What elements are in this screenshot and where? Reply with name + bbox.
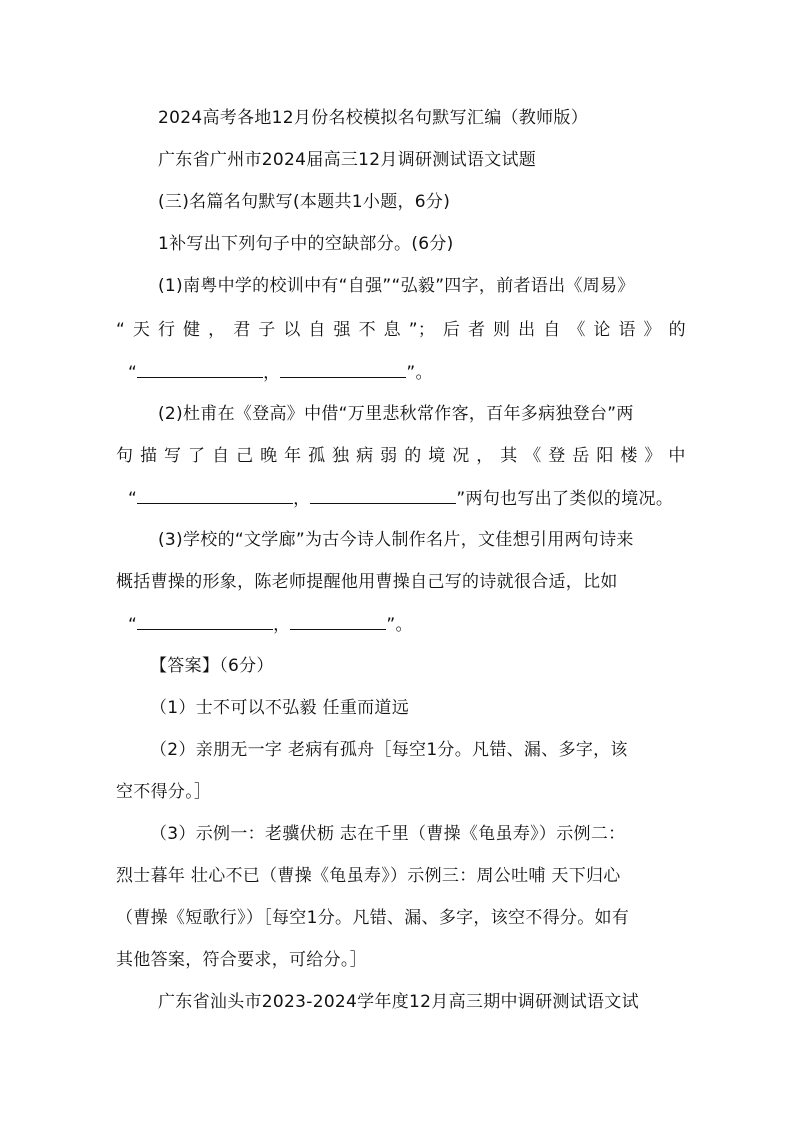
item1-line1: (1)南粤中学的校训中有“自强”“弘毅”四字，前者语出《周易》 xyxy=(158,276,635,296)
text-char: 息 xyxy=(383,320,401,340)
text-char: 自 xyxy=(212,446,230,466)
item1-line3 xyxy=(128,360,433,385)
answer-blank[interactable] xyxy=(310,486,456,504)
text-char: 出 xyxy=(518,320,536,340)
answer-3-line3: （曹操《短歌行》）［每空1分。凡错、漏、多字，该空不得分。如有 xyxy=(116,908,630,928)
answer-1: （1）士不可以不弘毅 任重而道远 xyxy=(150,698,410,718)
text-char: “ xyxy=(116,320,126,340)
close-quote: ”。 xyxy=(386,615,413,635)
close-text: ”两句也写出了类似的境况。 xyxy=(456,489,674,509)
item3-line2: 概括曹操的形象，陈老师提醒他用曹操自己写的诗就很合适，比如 xyxy=(116,572,618,592)
text-char: 则 xyxy=(493,320,511,340)
text-char: 中 xyxy=(668,446,686,466)
text-char: 不 xyxy=(358,320,376,340)
item1-line2 xyxy=(116,318,686,342)
text-char: 语 xyxy=(618,320,636,340)
text-char: 的 xyxy=(404,446,422,466)
open-quote: “ xyxy=(128,615,138,635)
open-quote: “ xyxy=(128,363,138,383)
text-char: 后 xyxy=(442,320,461,340)
text-char: 自 xyxy=(543,320,561,340)
comma: ， xyxy=(273,615,291,635)
text-char: 描 xyxy=(140,446,158,466)
text-char: 弱 xyxy=(380,446,398,466)
text-char: 的 xyxy=(668,320,686,340)
text-char: 岳 xyxy=(572,446,590,466)
text-char: 《 xyxy=(568,320,586,340)
text-char: 《 xyxy=(524,446,542,466)
question-prompt: 1补写出下列句子中的空缺部分。(6分) xyxy=(158,234,454,254)
text-char: 论 xyxy=(593,320,611,340)
text-char: 了 xyxy=(188,446,206,466)
text-char: 句 xyxy=(116,446,134,466)
text-char: 独 xyxy=(332,446,350,466)
answer-3-line1: （3）示例一：老骥伏枥 志在千里（曹操《龟虽寿》）示例二： xyxy=(150,824,626,844)
document-title: 2024高考各地12月份名校模拟名句默写汇编（教师版） xyxy=(158,108,588,128)
text-char: 登 xyxy=(548,446,566,466)
text-char: 楼 xyxy=(620,446,638,466)
answer-2-line1: （2）亲朋无一字 老病有孤舟［每空1分。凡错、漏、多字，该 xyxy=(150,740,628,760)
comma: ， xyxy=(263,363,281,383)
text-char: 行 xyxy=(157,320,176,340)
text-char: ， xyxy=(476,446,494,466)
part-heading: (三)名篇名句默写(本题共1小题，6分) xyxy=(158,192,451,212)
answer-2-line2: 空不得分。］ xyxy=(116,782,212,802)
item3-line1: (3)学校的“文学廊”为古今诗人制作名片，文佳想引用两句诗来 xyxy=(158,530,634,550)
text-char: 强 xyxy=(333,320,351,340)
text-char: 》 xyxy=(644,446,662,466)
comma: ， xyxy=(293,489,311,509)
answer-blank[interactable] xyxy=(137,486,293,504)
item2-line2 xyxy=(116,444,686,468)
text-char: ”； xyxy=(408,320,436,340)
text-char: 晚 xyxy=(260,446,278,466)
answer-blank[interactable] xyxy=(290,612,386,630)
text-char: 病 xyxy=(356,446,374,466)
text-char: 孤 xyxy=(308,446,326,466)
text-char: 天 xyxy=(132,320,151,340)
text-char: 写 xyxy=(164,446,182,466)
answer-blank[interactable] xyxy=(137,612,273,630)
answer-blank[interactable] xyxy=(280,360,406,378)
text-char: 君 xyxy=(233,320,251,340)
text-char: 者 xyxy=(468,320,486,340)
text-char: 况 xyxy=(452,446,470,466)
text-char: 年 xyxy=(284,446,302,466)
item3-line3 xyxy=(128,612,413,637)
text-char: 境 xyxy=(428,446,446,466)
open-quote: “ xyxy=(128,489,138,509)
section-heading-shantou: 广东省汕头市2023-2024学年度12月高三期中调研测试语文试 xyxy=(158,992,639,1012)
answer-blank[interactable] xyxy=(137,360,263,378)
item2-line1: (2)杜甫在《登高》中借“万里悲秋常作客，百年多病独登台”两 xyxy=(158,404,634,424)
text-char: 以 xyxy=(283,320,301,340)
text-char: 其 xyxy=(500,446,518,466)
text-char: ， xyxy=(208,320,226,340)
text-char: 自 xyxy=(308,320,326,340)
text-char: 》 xyxy=(643,320,661,340)
text-char: 健 xyxy=(183,320,201,340)
answer-3-line2: 烈士暮年 壮心不已（曹操《龟虽寿》）示例三：周公吐哺 天下归心 xyxy=(116,866,621,886)
text-char: 阳 xyxy=(596,446,614,466)
text-char: 子 xyxy=(258,320,276,340)
answer-3-line4: 其他答案，符合要求，可给分。］ xyxy=(116,950,367,970)
text-char: 己 xyxy=(236,446,254,466)
section-heading-guangzhou: 广东省广州市2024届高三12月调研测试语文试题 xyxy=(158,150,537,170)
answer-label: 【答案】（6分） xyxy=(150,656,274,676)
close-quote: ”。 xyxy=(406,363,433,383)
item2-line3 xyxy=(128,486,673,511)
